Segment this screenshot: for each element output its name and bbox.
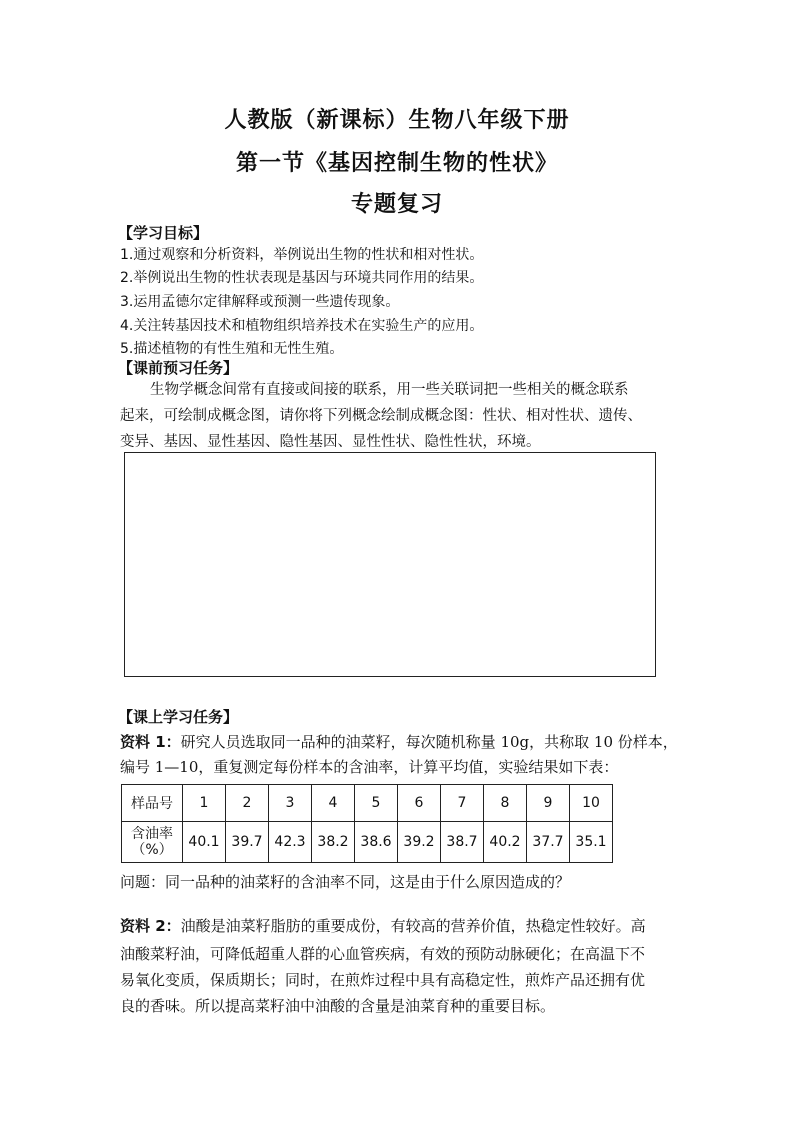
material1-label: 资料 1： (120, 733, 181, 751)
objectives-heading: 【学习目标】 (118, 224, 209, 242)
preview-line: 变异、基因、显性基因、隐性基因、显性性状、隐性性状，环境。 (120, 434, 541, 450)
preview-line: 生物学概念间常有直接或间接的联系，用一些关联词把一些相关的概念联系 (150, 382, 629, 398)
preview-line: 起来，可绘制成概念图，请你将下列概念绘制成概念图：性状、相对性状、遗传、 (120, 408, 642, 424)
material2-line4: 良的香味。所以提高菜籽油中油酸的含量是油菜育种的重要目标。 (120, 997, 556, 1015)
oil-rate-cell: 38.6 (355, 822, 398, 863)
oil-rate-header-unit: （%） (131, 842, 173, 858)
oil-rate-header-label: 含油率 (131, 826, 173, 842)
sample-number-cell: 8 (484, 785, 527, 822)
oil-rate-cell: 37.7 (527, 822, 570, 863)
sample-number-cell: 9 (527, 785, 570, 822)
objective-item: 2.举例说出生物的性状表现是基因与环境共同作用的结果。 (120, 270, 484, 286)
objective-item: 1.通过观察和分析资料，举例说出生物的性状和相对性状。 (120, 247, 484, 263)
sample-number-cell: 3 (269, 785, 312, 822)
sample-number-cell: 6 (398, 785, 441, 822)
sample-number-cell: 4 (312, 785, 355, 822)
preview-heading: 【课前预习任务】 (118, 359, 239, 377)
objective-item: 5.描述植物的有性生殖和无性生殖。 (120, 341, 344, 357)
oil-rate-cell: 42.3 (269, 822, 312, 863)
section-title: 第一节《基因控制生物的性状》 (235, 151, 558, 176)
material1-text: 研究人员选取同一品种的油菜籽，每次随机称量 10g，共称取 10 份样本， (180, 733, 678, 751)
table-row (122, 785, 613, 822)
sample-number-cell: 5 (355, 785, 398, 822)
table-header-cell: 样品号 (122, 785, 183, 822)
oil-rate-cell: 38.7 (441, 822, 484, 863)
table-header-cell (122, 822, 183, 863)
oil-rate-table (121, 784, 613, 863)
question-text: 问题：同一品种的油菜籽的含油率不同，这是由于什么原因造成的？ (120, 873, 571, 891)
table-row (122, 822, 613, 863)
subtitle: 专题复习 (350, 192, 443, 217)
oil-rate-cell: 40.2 (484, 822, 527, 863)
sample-number-cell: 2 (226, 785, 269, 822)
objective-item: 4.关注转基因技术和植物组织培养技术在实验生产的应用。 (120, 318, 484, 334)
lesson-heading: 【课上学习任务】 (118, 708, 239, 726)
material2-text: 油酸是油菜籽脂肪的重要成份，有较高的营养价值，热稳定性较好。高 (180, 917, 646, 935)
doc-title: 人教版（新课标）生物八年级下册 (224, 108, 570, 133)
sample-number-cell: 1 (183, 785, 226, 822)
oil-rate-cell: 40.1 (183, 822, 226, 863)
oil-rate-cell: 39.2 (398, 822, 441, 863)
sample-number-cell: 10 (570, 785, 613, 822)
concept-map-answer-box[interactable] (124, 452, 656, 677)
oil-rate-cell: 35.1 (570, 822, 613, 863)
material2-line2: 油酸菜籽油，可降低超重人群的心血管疾病，有效的预防动脉硬化；在高温下不 (120, 945, 646, 963)
material2-line (120, 912, 680, 941)
oil-rate-cell: 39.7 (226, 822, 269, 863)
material1-line2: 编号 1—10，重复测定每份样本的含油率，计算平均值，实验结果如下表： (120, 758, 619, 776)
material2-label: 资料 2： (120, 917, 181, 935)
material2-line3: 易氧化变质，保质期长；同时，在煎炸过程中具有高稳定性，煎炸产品还拥有优 (120, 971, 646, 989)
objective-item: 3.运用孟德尔定律解释或预测一些遗传现象。 (120, 294, 400, 310)
oil-rate-cell: 38.2 (312, 822, 355, 863)
sample-number-cell: 7 (441, 785, 484, 822)
